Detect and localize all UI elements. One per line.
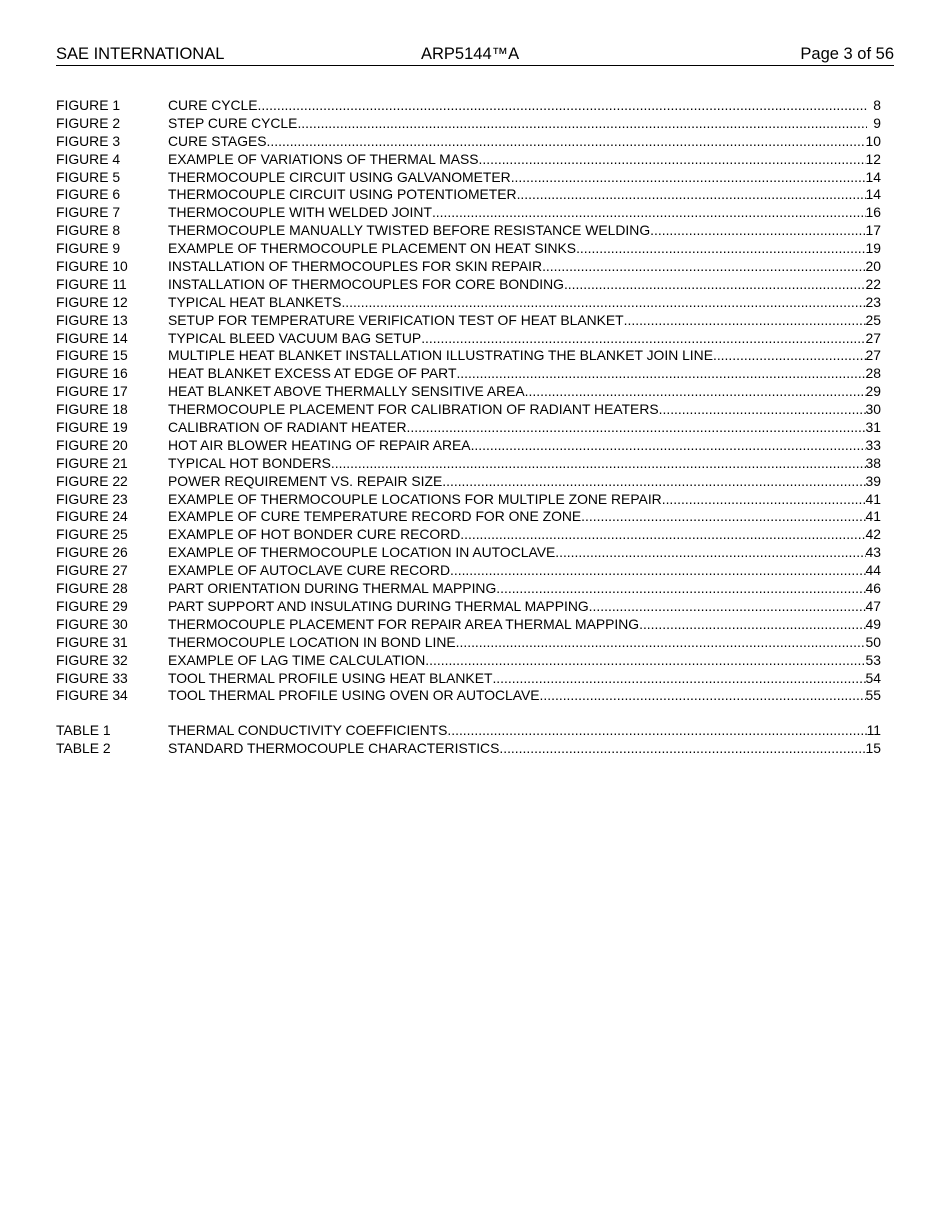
figure-entry[interactable] bbox=[56, 151, 881, 169]
dot-leader bbox=[496, 580, 865, 598]
entry-page-number: 33 bbox=[865, 436, 881, 453]
entry-label: FIGURE 15 bbox=[56, 347, 128, 364]
entry-page-number: 17 bbox=[865, 222, 881, 239]
entry-title: EXAMPLE OF THERMOCOUPLE LOCATIONS FOR MULTIPLE ZONE REPAIR bbox=[168, 490, 662, 507]
entry-page-number: 43 bbox=[865, 544, 881, 561]
figure-entry[interactable] bbox=[56, 276, 881, 294]
dot-leader bbox=[456, 634, 866, 652]
entry-label: FIGURE 28 bbox=[56, 580, 128, 597]
entry-label: FIGURE 34 bbox=[56, 687, 128, 704]
entry-page-number: 38 bbox=[865, 454, 881, 471]
entry-label: FIGURE 18 bbox=[56, 401, 128, 418]
entry-title: PART SUPPORT AND INSULATING DURING THERMAL MAPPING bbox=[168, 597, 589, 614]
section-spacer bbox=[56, 705, 881, 722]
document-number: ARP5144™A bbox=[421, 45, 520, 63]
dot-leader bbox=[581, 508, 865, 526]
entry-title: EXAMPLE OF LAG TIME CALCULATION bbox=[168, 651, 426, 668]
dot-leader bbox=[639, 616, 865, 634]
entry-label: FIGURE 29 bbox=[56, 597, 128, 614]
entry-label: FIGURE 19 bbox=[56, 419, 128, 436]
entry-page-number: 39 bbox=[865, 472, 881, 489]
table-entry[interactable] bbox=[56, 722, 881, 740]
entry-label: FIGURE 3 bbox=[56, 132, 121, 149]
figure-entry[interactable] bbox=[56, 97, 881, 115]
entry-page-number: 27 bbox=[865, 329, 881, 346]
entry-page-number: 47 bbox=[865, 597, 881, 614]
entry-title: THERMOCOUPLE CIRCUIT USING POTENTIOMETER bbox=[168, 186, 517, 203]
entry-page-number: 11 bbox=[866, 722, 881, 739]
dot-leader bbox=[258, 97, 867, 115]
entry-title: CALIBRATION OF RADIANT HEATER bbox=[168, 419, 407, 436]
figure-entry[interactable] bbox=[56, 473, 881, 491]
entry-title: HEAT BLANKET EXCESS AT EDGE OF PART bbox=[168, 365, 457, 382]
figure-entry[interactable] bbox=[56, 312, 881, 330]
entry-page-number: 10 bbox=[865, 132, 881, 149]
entry-label: FIGURE 14 bbox=[56, 329, 128, 346]
figure-entry[interactable] bbox=[56, 437, 881, 455]
figure-entry[interactable] bbox=[56, 634, 881, 652]
dot-leader bbox=[525, 383, 866, 401]
entry-page-number: 28 bbox=[865, 365, 881, 382]
figure-entry[interactable] bbox=[56, 652, 881, 670]
entry-label: FIGURE 7 bbox=[56, 204, 121, 221]
entry-title: CURE STAGES bbox=[168, 132, 267, 149]
entry-label: FIGURE 16 bbox=[56, 365, 128, 382]
dot-leader bbox=[450, 562, 866, 580]
entry-title: EXAMPLE OF HOT BONDER CURE RECORD bbox=[168, 526, 461, 543]
table-list bbox=[56, 722, 881, 758]
entry-label: FIGURE 6 bbox=[56, 186, 121, 203]
figure-entry[interactable] bbox=[56, 365, 881, 383]
figure-entry[interactable] bbox=[56, 330, 881, 348]
dot-leader bbox=[542, 258, 865, 276]
dot-leader bbox=[460, 526, 865, 544]
entry-title: TYPICAL HEAT BLANKETS bbox=[168, 293, 342, 310]
entry-label: FIGURE 13 bbox=[56, 311, 128, 328]
entry-label: TABLE 1 bbox=[56, 722, 111, 739]
dot-leader bbox=[471, 437, 866, 455]
dot-leader bbox=[713, 347, 866, 365]
entry-page-number: 16 bbox=[865, 204, 881, 221]
entry-title: TOOL THERMAL PROFILE USING OVEN OR AUTOCLAVE bbox=[168, 687, 540, 704]
dot-leader bbox=[407, 419, 866, 437]
dot-leader bbox=[624, 312, 866, 330]
figure-entry[interactable] bbox=[56, 294, 881, 312]
entry-label: FIGURE 24 bbox=[56, 508, 128, 525]
figure-entry[interactable] bbox=[56, 186, 881, 204]
entry-page-number: 46 bbox=[865, 580, 881, 597]
entry-label: TABLE 2 bbox=[56, 740, 111, 757]
entry-title: TYPICAL BLEED VACUUM BAG SETUP bbox=[168, 329, 422, 346]
entry-label: FIGURE 23 bbox=[56, 490, 128, 507]
figure-entry[interactable] bbox=[56, 616, 881, 634]
entry-title: EXAMPLE OF THERMOCOUPLE LOCATION IN AUTOCLAVE bbox=[168, 544, 556, 561]
entry-title: POWER REQUIREMENT VS. REPAIR SIZE bbox=[168, 472, 443, 489]
entry-page-number: 41 bbox=[865, 490, 881, 507]
entry-page-number: 25 bbox=[865, 311, 881, 328]
entry-title: STEP CURE CYCLE bbox=[168, 114, 298, 131]
figure-entry[interactable] bbox=[56, 383, 881, 401]
entry-title: SETUP FOR TEMPERATURE VERIFICATION TEST OF HEAT BLANKET bbox=[168, 311, 624, 328]
figure-entry[interactable] bbox=[56, 580, 881, 598]
dot-leader bbox=[650, 222, 865, 240]
page-number: Page 3 of 56 bbox=[800, 45, 894, 63]
entry-page-number: 23 bbox=[865, 293, 881, 310]
entry-label: FIGURE 9 bbox=[56, 240, 121, 257]
entry-page-number: 49 bbox=[865, 615, 881, 632]
entry-label: FIGURE 5 bbox=[56, 168, 121, 185]
dot-leader bbox=[425, 652, 865, 670]
figure-entry[interactable] bbox=[56, 687, 881, 705]
figure-entry[interactable] bbox=[56, 455, 881, 473]
entry-page-number: 22 bbox=[865, 275, 881, 292]
dot-leader bbox=[511, 169, 866, 187]
entry-title: THERMOCOUPLE PLACEMENT FOR REPAIR AREA THERMAL MAPPING bbox=[168, 615, 640, 632]
dot-leader bbox=[662, 491, 866, 509]
figure-entry[interactable] bbox=[56, 347, 881, 365]
entry-page-number: 53 bbox=[865, 651, 881, 668]
figure-entry[interactable] bbox=[56, 544, 881, 562]
entry-title: INSTALLATION OF THERMOCOUPLES FOR SKIN REPAIR bbox=[168, 258, 543, 275]
entry-label: FIGURE 31 bbox=[56, 633, 128, 650]
entry-page-number: 55 bbox=[865, 687, 881, 704]
entry-page-number: 19 bbox=[865, 240, 881, 257]
figure-entry[interactable] bbox=[56, 401, 881, 419]
dot-leader bbox=[540, 687, 866, 705]
entry-label: FIGURE 22 bbox=[56, 472, 128, 489]
figure-entry[interactable] bbox=[56, 562, 881, 580]
entry-title: HEAT BLANKET ABOVE THERMALLY SENSITIVE AREA bbox=[168, 383, 525, 400]
dot-leader bbox=[331, 455, 866, 473]
dot-leader bbox=[442, 473, 865, 491]
entry-label: FIGURE 27 bbox=[56, 562, 128, 579]
entry-title: EXAMPLE OF AUTOCLAVE CURE RECORD bbox=[168, 562, 450, 579]
entry-page-number: 15 bbox=[865, 740, 881, 757]
figure-entry[interactable] bbox=[56, 508, 881, 526]
dot-leader bbox=[341, 294, 865, 312]
entry-label: FIGURE 8 bbox=[56, 222, 121, 239]
entry-page-number: 8 bbox=[873, 97, 881, 113]
entry-page-number: 31 bbox=[865, 419, 881, 436]
list-of-figures-and-tables bbox=[56, 97, 881, 758]
entry-label: FIGURE 17 bbox=[56, 383, 128, 400]
entry-title: THERMOCOUPLE LOCATION IN BOND LINE bbox=[168, 633, 456, 650]
dot-leader bbox=[576, 240, 865, 258]
page-header bbox=[56, 44, 894, 66]
entry-title: EXAMPLE OF CURE TEMPERATURE RECORD FOR ONE ZONE bbox=[168, 508, 582, 525]
entry-title: THERMOCOUPLE WITH WELDED JOINT bbox=[168, 204, 432, 221]
figure-entry[interactable] bbox=[56, 115, 881, 133]
figure-entry[interactable] bbox=[56, 491, 881, 509]
entry-page-number: 9 bbox=[873, 114, 881, 131]
entry-page-number: 54 bbox=[865, 669, 881, 686]
entry-title: MULTIPLE HEAT BLANKET INSTALLATION ILLUSTRATING THE BLANKET JOIN LINE bbox=[168, 347, 713, 364]
figure-entry[interactable] bbox=[56, 258, 881, 276]
entry-page-number: 27 bbox=[865, 347, 881, 364]
dot-leader bbox=[517, 186, 866, 204]
figure-list bbox=[56, 97, 881, 705]
entry-title: HOT AIR BLOWER HEATING OF REPAIR AREA bbox=[168, 436, 471, 453]
entry-page-number: 14 bbox=[865, 168, 881, 185]
dot-leader bbox=[564, 276, 866, 294]
entry-label: FIGURE 11 bbox=[56, 275, 127, 292]
entry-title: TOOL THERMAL PROFILE USING HEAT BLANKET bbox=[168, 669, 493, 686]
figure-entry[interactable] bbox=[56, 222, 881, 240]
entry-title: CURE CYCLE bbox=[168, 97, 258, 113]
entry-page-number: 42 bbox=[865, 526, 881, 543]
dot-leader bbox=[447, 722, 866, 740]
entry-label: FIGURE 20 bbox=[56, 436, 128, 453]
entry-label: FIGURE 10 bbox=[56, 258, 128, 275]
entry-title: PART ORIENTATION DURING THERMAL MAPPING bbox=[168, 580, 497, 597]
dot-leader bbox=[499, 740, 865, 758]
dot-leader bbox=[589, 598, 866, 616]
dot-leader bbox=[479, 151, 866, 169]
entry-label: FIGURE 21 bbox=[56, 454, 128, 471]
dot-leader bbox=[267, 133, 866, 151]
dot-leader bbox=[492, 670, 865, 688]
entry-title: TYPICAL HOT BONDERS bbox=[168, 454, 331, 471]
entry-title: THERMOCOUPLE PLACEMENT FOR CALIBRATION OF RADIANT HEATERS bbox=[168, 401, 659, 418]
entry-page-number: 20 bbox=[865, 258, 881, 275]
entry-label: FIGURE 25 bbox=[56, 526, 128, 543]
entry-page-number: 41 bbox=[865, 508, 881, 525]
publisher-name: SAE INTERNATIONAL bbox=[56, 45, 225, 63]
entry-label: FIGURE 30 bbox=[56, 615, 128, 632]
entry-title: EXAMPLE OF VARIATIONS OF THERMAL MASS bbox=[168, 150, 479, 167]
table-entry[interactable] bbox=[56, 740, 881, 758]
dot-leader bbox=[456, 365, 865, 383]
entry-page-number: 44 bbox=[865, 562, 881, 579]
figure-entry[interactable] bbox=[56, 240, 881, 258]
entry-title: THERMOCOUPLE CIRCUIT USING GALVANOMETER bbox=[168, 168, 511, 185]
entry-label: FIGURE 12 bbox=[56, 293, 128, 310]
figure-entry[interactable] bbox=[56, 526, 881, 544]
dot-leader bbox=[421, 330, 865, 348]
entry-title: INSTALLATION OF THERMOCOUPLES FOR CORE BONDING bbox=[168, 275, 564, 292]
entry-title: THERMAL CONDUCTIVITY COEFFICIENTS bbox=[168, 722, 448, 739]
entry-page-number: 12 bbox=[865, 150, 881, 167]
entry-label: FIGURE 2 bbox=[56, 114, 121, 131]
dot-leader bbox=[432, 204, 866, 222]
entry-label: FIGURE 1 bbox=[56, 97, 121, 113]
dot-leader bbox=[555, 544, 865, 562]
figure-entry[interactable] bbox=[56, 133, 881, 151]
figure-entry[interactable] bbox=[56, 670, 881, 688]
dot-leader bbox=[659, 401, 866, 419]
dot-leader bbox=[297, 115, 867, 133]
figure-entry[interactable] bbox=[56, 419, 881, 437]
entry-label: FIGURE 33 bbox=[56, 669, 128, 686]
entry-label: FIGURE 4 bbox=[56, 150, 121, 167]
entry-title: STANDARD THERMOCOUPLE CHARACTERISTICS bbox=[168, 740, 500, 757]
entry-page-number: 29 bbox=[865, 383, 881, 400]
figure-entry[interactable] bbox=[56, 169, 881, 187]
entry-label: FIGURE 26 bbox=[56, 544, 128, 561]
entry-page-number: 50 bbox=[865, 633, 881, 650]
entry-label: FIGURE 32 bbox=[56, 651, 128, 668]
entry-page-number: 30 bbox=[865, 401, 881, 418]
entry-page-number: 14 bbox=[865, 186, 881, 203]
entry-title: EXAMPLE OF THERMOCOUPLE PLACEMENT ON HEAT SINKS bbox=[168, 240, 577, 257]
entry-title: THERMOCOUPLE MANUALLY TWISTED BEFORE RESISTANCE WELDING bbox=[168, 222, 651, 239]
figure-entry[interactable] bbox=[56, 598, 881, 616]
figure-entry[interactable] bbox=[56, 204, 881, 222]
